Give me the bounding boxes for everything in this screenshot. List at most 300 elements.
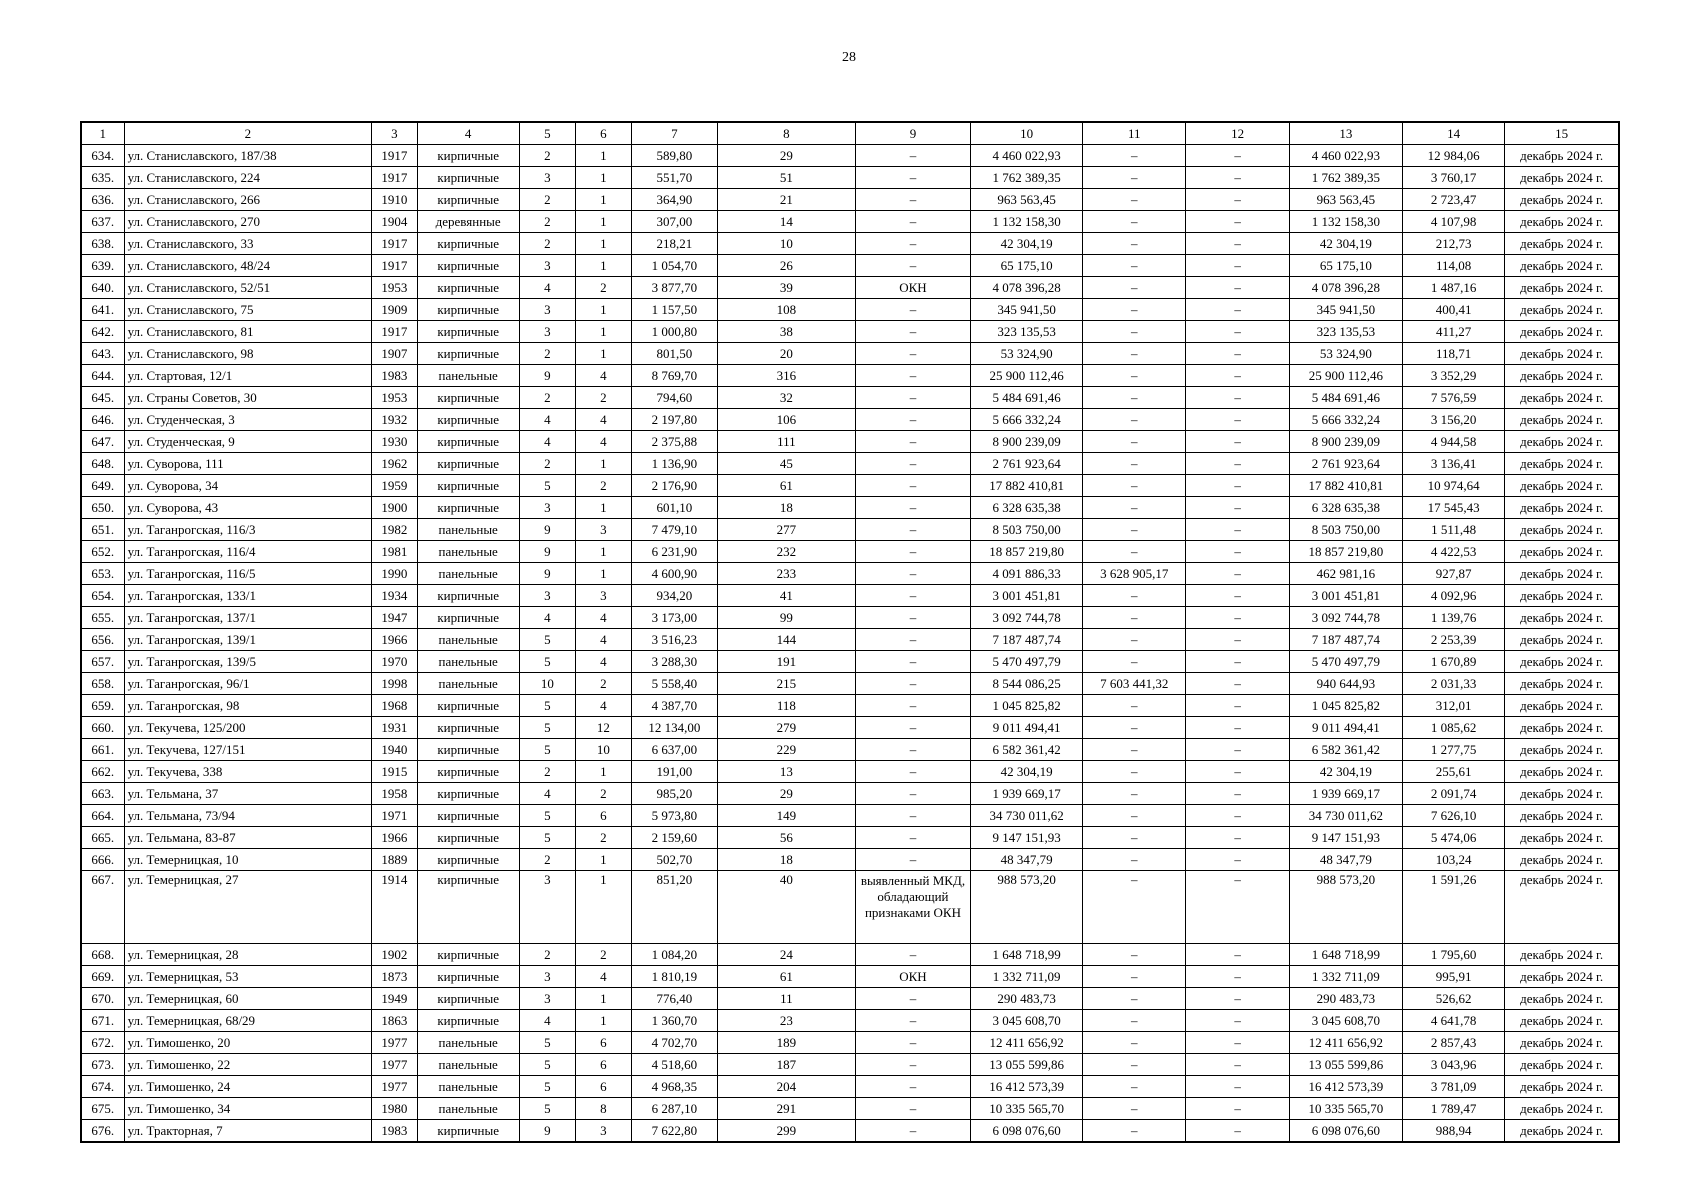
- cell-row-number: 668.: [81, 944, 124, 966]
- cell-address: ул. Станиславского, 52/51: [124, 277, 372, 299]
- cell-residents: 61: [717, 966, 855, 988]
- cell-floors: 2: [519, 453, 575, 475]
- cell-cost-total: 8 544 086,25: [971, 673, 1083, 695]
- cell-entrances: 1: [575, 871, 631, 944]
- cell-floors: 2: [519, 145, 575, 167]
- cell-deadline: декабрь 2024 г.: [1505, 453, 1619, 475]
- cell-cost-per-sqm: 4 422,53: [1402, 541, 1504, 563]
- cell-floors: 9: [519, 1120, 575, 1143]
- cell-residents: 40: [717, 871, 855, 944]
- cell-year-built: 1982: [372, 519, 417, 541]
- cell-cost-col-13: 6 328 635,38: [1289, 497, 1402, 519]
- cell-entrances: 2: [575, 827, 631, 849]
- cell-row-number: 634.: [81, 145, 124, 167]
- cell-area: 5 558,40: [631, 673, 717, 695]
- cell-cost-total: 1 648 718,99: [971, 944, 1083, 966]
- cell-heritage-status: –: [855, 409, 970, 431]
- cell-cost-per-sqm: 312,01: [1402, 695, 1504, 717]
- cell-cost-per-sqm: 3 043,96: [1402, 1054, 1504, 1076]
- cell-floors: 9: [519, 563, 575, 585]
- cell-heritage-status: –: [855, 519, 970, 541]
- cell-cost-col-13: 290 483,73: [1289, 988, 1402, 1010]
- table-row: [81, 1010, 1619, 1032]
- cell-year-built: 1917: [372, 321, 417, 343]
- cell-floors: 3: [519, 321, 575, 343]
- cell-wall-material: панельные: [417, 1032, 519, 1054]
- cell-area: 5 973,80: [631, 805, 717, 827]
- cell-cost-total: 3 045 608,70: [971, 1010, 1083, 1032]
- cell-cost-total: 290 483,73: [971, 988, 1083, 1010]
- cell-residents: 26: [717, 255, 855, 277]
- cell-cost-total: 2 761 923,64: [971, 453, 1083, 475]
- cell-wall-material: кирпичные: [417, 783, 519, 805]
- cell-year-built: 1959: [372, 475, 417, 497]
- cell-cost-total: 4 078 396,28: [971, 277, 1083, 299]
- cell-heritage-status: –: [855, 1098, 970, 1120]
- table-row: [81, 1120, 1619, 1143]
- cell-area: 1 084,20: [631, 944, 717, 966]
- cell-cost-col-11: –: [1083, 365, 1186, 387]
- cell-entrances: 1: [575, 453, 631, 475]
- cell-area: 3 288,30: [631, 651, 717, 673]
- cell-floors: 5: [519, 475, 575, 497]
- cell-row-number: 637.: [81, 211, 124, 233]
- cell-cost-col-11: –: [1083, 1054, 1186, 1076]
- cell-area: 364,90: [631, 189, 717, 211]
- cell-cost-per-sqm: 2 091,74: [1402, 783, 1504, 805]
- cell-floors: 4: [519, 431, 575, 453]
- cell-wall-material: кирпичные: [417, 145, 519, 167]
- cell-heritage-status: выявленный МКД, обладающий признаками ОКН: [855, 871, 970, 944]
- cell-cost-col-12: –: [1186, 695, 1289, 717]
- cell-row-number: 651.: [81, 519, 124, 541]
- cell-heritage-status: –: [855, 944, 970, 966]
- cell-area: 551,70: [631, 167, 717, 189]
- column-header-5: 5: [519, 122, 575, 145]
- cell-residents: 41: [717, 585, 855, 607]
- cell-cost-col-13: 345 941,50: [1289, 299, 1402, 321]
- cell-cost-per-sqm: 3 781,09: [1402, 1076, 1504, 1098]
- cell-cost-col-11: –: [1083, 585, 1186, 607]
- cell-cost-col-12: –: [1186, 167, 1289, 189]
- cell-row-number: 655.: [81, 607, 124, 629]
- cell-cost-col-13: 8 900 239,09: [1289, 431, 1402, 453]
- cell-cost-col-11: –: [1083, 944, 1186, 966]
- cell-residents: 279: [717, 717, 855, 739]
- cell-heritage-status: –: [855, 233, 970, 255]
- cell-entrances: 1: [575, 849, 631, 871]
- cell-floors: 3: [519, 966, 575, 988]
- cell-cost-total: 25 900 112,46: [971, 365, 1083, 387]
- cell-cost-per-sqm: 7 626,10: [1402, 805, 1504, 827]
- cell-cost-total: 17 882 410,81: [971, 475, 1083, 497]
- cell-entrances: 6: [575, 805, 631, 827]
- cell-cost-per-sqm: 255,61: [1402, 761, 1504, 783]
- cell-wall-material: кирпичные: [417, 277, 519, 299]
- cell-entrances: 1: [575, 541, 631, 563]
- cell-deadline: декабрь 2024 г.: [1505, 1120, 1619, 1143]
- cell-address: ул. Станиславского, 48/24: [124, 255, 372, 277]
- table-row: [81, 827, 1619, 849]
- cell-cost-col-11: –: [1083, 475, 1186, 497]
- cell-wall-material: панельные: [417, 519, 519, 541]
- cell-heritage-status: –: [855, 717, 970, 739]
- cell-cost-per-sqm: 118,71: [1402, 343, 1504, 365]
- page-number: 28: [842, 50, 856, 65]
- cell-address: ул. Тельмана, 37: [124, 783, 372, 805]
- cell-floors: 5: [519, 1032, 575, 1054]
- cell-floors: 4: [519, 409, 575, 431]
- table-row: [81, 409, 1619, 431]
- cell-entrances: 6: [575, 1032, 631, 1054]
- cell-year-built: 1981: [372, 541, 417, 563]
- cell-row-number: 674.: [81, 1076, 124, 1098]
- cell-area: 1 810,19: [631, 966, 717, 988]
- cell-area: 3 877,70: [631, 277, 717, 299]
- cell-residents: 232: [717, 541, 855, 563]
- cell-heritage-status: –: [855, 651, 970, 673]
- cell-cost-col-13: 1 939 669,17: [1289, 783, 1402, 805]
- table-row: [81, 651, 1619, 673]
- cell-residents: 118: [717, 695, 855, 717]
- cell-residents: 277: [717, 519, 855, 541]
- cell-address: ул. Таганрогская, 98: [124, 695, 372, 717]
- cell-residents: 229: [717, 739, 855, 761]
- table-row: [81, 607, 1619, 629]
- cell-floors: 9: [519, 365, 575, 387]
- cell-wall-material: кирпичные: [417, 695, 519, 717]
- cell-cost-col-12: –: [1186, 431, 1289, 453]
- cell-address: ул. Таганрогская, 116/4: [124, 541, 372, 563]
- cell-cost-per-sqm: 4 092,96: [1402, 585, 1504, 607]
- cell-deadline: декабрь 2024 г.: [1505, 365, 1619, 387]
- cell-cost-col-12: –: [1186, 365, 1289, 387]
- cell-heritage-status: –: [855, 343, 970, 365]
- cell-row-number: 640.: [81, 277, 124, 299]
- table-row: [81, 519, 1619, 541]
- cell-wall-material: кирпичные: [417, 453, 519, 475]
- cell-cost-col-12: –: [1186, 607, 1289, 629]
- cell-cost-total: 1 762 389,35: [971, 167, 1083, 189]
- cell-cost-col-13: 16 412 573,39: [1289, 1076, 1402, 1098]
- cell-deadline: декабрь 2024 г.: [1505, 167, 1619, 189]
- column-header-14: 14: [1402, 122, 1504, 145]
- column-header-3: 3: [372, 122, 417, 145]
- cell-wall-material: кирпичные: [417, 849, 519, 871]
- cell-deadline: декабрь 2024 г.: [1505, 739, 1619, 761]
- cell-wall-material: панельные: [417, 629, 519, 651]
- cell-year-built: 1917: [372, 233, 417, 255]
- table-row: [81, 475, 1619, 497]
- cell-deadline: декабрь 2024 г.: [1505, 805, 1619, 827]
- cell-cost-col-12: –: [1186, 827, 1289, 849]
- table-row: [81, 277, 1619, 299]
- cell-cost-col-11: –: [1083, 827, 1186, 849]
- cell-cost-per-sqm: 4 641,78: [1402, 1010, 1504, 1032]
- cell-cost-total: 7 187 487,74: [971, 629, 1083, 651]
- cell-address: ул. Станиславского, 266: [124, 189, 372, 211]
- cell-address: ул. Таганрогская, 116/5: [124, 563, 372, 585]
- cell-cost-col-11: –: [1083, 871, 1186, 944]
- cell-entrances: 10: [575, 739, 631, 761]
- cell-residents: 56: [717, 827, 855, 849]
- cell-wall-material: кирпичные: [417, 387, 519, 409]
- cell-cost-col-13: 963 563,45: [1289, 189, 1402, 211]
- cell-cost-col-11: –: [1083, 783, 1186, 805]
- cell-area: 191,00: [631, 761, 717, 783]
- cell-cost-total: 5 484 691,46: [971, 387, 1083, 409]
- cell-entrances: 6: [575, 1076, 631, 1098]
- column-header-11: 11: [1083, 122, 1186, 145]
- cell-row-number: 646.: [81, 409, 124, 431]
- cell-floors: 5: [519, 827, 575, 849]
- cell-cost-col-13: 6 582 361,42: [1289, 739, 1402, 761]
- table-row: [81, 695, 1619, 717]
- cell-cost-col-11: –: [1083, 761, 1186, 783]
- cell-address: ул. Текучева, 338: [124, 761, 372, 783]
- cell-row-number: 659.: [81, 695, 124, 717]
- cell-row-number: 636.: [81, 189, 124, 211]
- cell-deadline: декабрь 2024 г.: [1505, 629, 1619, 651]
- cell-row-number: 650.: [81, 497, 124, 519]
- cell-address: ул. Таганрогская, 116/3: [124, 519, 372, 541]
- cell-deadline: декабрь 2024 г.: [1505, 387, 1619, 409]
- cell-wall-material: кирпичные: [417, 255, 519, 277]
- cell-heritage-status: –: [855, 1032, 970, 1054]
- table-row: [81, 966, 1619, 988]
- table-row: [81, 739, 1619, 761]
- cell-cost-col-11: –: [1083, 233, 1186, 255]
- cell-floors: 3: [519, 255, 575, 277]
- cell-row-number: 639.: [81, 255, 124, 277]
- cell-cost-per-sqm: 2 031,33: [1402, 673, 1504, 695]
- cell-row-number: 672.: [81, 1032, 124, 1054]
- cell-row-number: 649.: [81, 475, 124, 497]
- cell-entrances: 1: [575, 563, 631, 585]
- cell-area: 4 518,60: [631, 1054, 717, 1076]
- cell-address: ул. Тимошенко, 20: [124, 1032, 372, 1054]
- cell-residents: 20: [717, 343, 855, 365]
- cell-floors: 2: [519, 387, 575, 409]
- cell-cost-per-sqm: 103,24: [1402, 849, 1504, 871]
- cell-entrances: 1: [575, 233, 631, 255]
- cell-deadline: декабрь 2024 г.: [1505, 321, 1619, 343]
- cell-deadline: декабрь 2024 г.: [1505, 519, 1619, 541]
- cell-cost-per-sqm: 3 156,20: [1402, 409, 1504, 431]
- cell-cost-per-sqm: 12 984,06: [1402, 145, 1504, 167]
- cell-entrances: 6: [575, 1054, 631, 1076]
- cell-address: ул. Стартовая, 12/1: [124, 365, 372, 387]
- cell-deadline: декабрь 2024 г.: [1505, 211, 1619, 233]
- cell-year-built: 1917: [372, 167, 417, 189]
- cell-wall-material: панельные: [417, 1076, 519, 1098]
- cell-cost-col-11: –: [1083, 519, 1186, 541]
- cell-cost-per-sqm: 1 085,62: [1402, 717, 1504, 739]
- cell-deadline: декабрь 2024 г.: [1505, 871, 1619, 944]
- cell-area: 6 637,00: [631, 739, 717, 761]
- cell-cost-col-13: 42 304,19: [1289, 761, 1402, 783]
- cell-heritage-status: –: [855, 365, 970, 387]
- cell-cost-col-13: 6 098 076,60: [1289, 1120, 1402, 1143]
- cell-row-number: 658.: [81, 673, 124, 695]
- cell-row-number: 643.: [81, 343, 124, 365]
- cell-residents: 149: [717, 805, 855, 827]
- cell-wall-material: деревянные: [417, 211, 519, 233]
- cell-residents: 18: [717, 849, 855, 871]
- cell-cost-total: 12 411 656,92: [971, 1032, 1083, 1054]
- cell-year-built: 1904: [372, 211, 417, 233]
- cell-cost-col-11: –: [1083, 849, 1186, 871]
- cell-deadline: декабрь 2024 г.: [1505, 431, 1619, 453]
- cell-year-built: 1934: [372, 585, 417, 607]
- cell-row-number: 669.: [81, 966, 124, 988]
- cell-wall-material: кирпичные: [417, 233, 519, 255]
- cell-residents: 99: [717, 607, 855, 629]
- cell-address: ул. Темерницкая, 60: [124, 988, 372, 1010]
- cell-floors: 4: [519, 277, 575, 299]
- cell-cost-col-13: 5 470 497,79: [1289, 651, 1402, 673]
- cell-heritage-status: –: [855, 497, 970, 519]
- cell-entrances: 12: [575, 717, 631, 739]
- cell-cost-col-11: –: [1083, 211, 1186, 233]
- table-row: [81, 299, 1619, 321]
- cell-row-number: 671.: [81, 1010, 124, 1032]
- cell-entrances: 4: [575, 607, 631, 629]
- cell-area: 6 231,90: [631, 541, 717, 563]
- cell-cost-col-12: –: [1186, 563, 1289, 585]
- cell-cost-col-13: 3 092 744,78: [1289, 607, 1402, 629]
- cell-cost-col-13: 1 648 718,99: [1289, 944, 1402, 966]
- cell-cost-col-12: –: [1186, 871, 1289, 944]
- cell-residents: 39: [717, 277, 855, 299]
- cell-wall-material: кирпичные: [417, 167, 519, 189]
- cell-row-number: 673.: [81, 1054, 124, 1076]
- cell-residents: 106: [717, 409, 855, 431]
- cell-deadline: декабрь 2024 г.: [1505, 277, 1619, 299]
- cell-row-number: 675.: [81, 1098, 124, 1120]
- cell-floors: 2: [519, 343, 575, 365]
- table-row: [81, 1076, 1619, 1098]
- table-header-row: [81, 122, 1619, 145]
- cell-area: 7 622,80: [631, 1120, 717, 1143]
- cell-heritage-status: –: [855, 783, 970, 805]
- cell-cost-col-12: –: [1186, 988, 1289, 1010]
- cell-deadline: декабрь 2024 г.: [1505, 1098, 1619, 1120]
- cell-cost-per-sqm: 1 670,89: [1402, 651, 1504, 673]
- cell-cost-col-11: –: [1083, 651, 1186, 673]
- cell-area: 12 134,00: [631, 717, 717, 739]
- cell-cost-total: 8 900 239,09: [971, 431, 1083, 453]
- cell-entrances: 1: [575, 255, 631, 277]
- table-row: [81, 145, 1619, 167]
- cell-wall-material: панельные: [417, 365, 519, 387]
- cell-heritage-status: –: [855, 761, 970, 783]
- cell-row-number: 635.: [81, 167, 124, 189]
- cell-wall-material: кирпичные: [417, 1120, 519, 1143]
- cell-floors: 5: [519, 651, 575, 673]
- cell-area: 776,40: [631, 988, 717, 1010]
- cell-cost-col-12: –: [1186, 409, 1289, 431]
- cell-cost-total: 8 503 750,00: [971, 519, 1083, 541]
- cell-year-built: 1930: [372, 431, 417, 453]
- cell-cost-col-11: –: [1083, 387, 1186, 409]
- cell-wall-material: кирпичные: [417, 475, 519, 497]
- table-row: [81, 365, 1619, 387]
- cell-cost-per-sqm: 2 857,43: [1402, 1032, 1504, 1054]
- cell-floors: 2: [519, 944, 575, 966]
- cell-floors: 4: [519, 783, 575, 805]
- cell-cost-col-11: –: [1083, 695, 1186, 717]
- cell-cost-col-13: 988 573,20: [1289, 871, 1402, 944]
- cell-cost-col-11: –: [1083, 343, 1186, 365]
- cell-entrances: 4: [575, 629, 631, 651]
- cell-entrances: 1: [575, 299, 631, 321]
- cell-cost-per-sqm: 988,94: [1402, 1120, 1504, 1143]
- cell-entrances: 1: [575, 343, 631, 365]
- cell-cost-col-11: –: [1083, 1010, 1186, 1032]
- column-header-12: 12: [1186, 122, 1289, 145]
- column-header-8: 8: [717, 122, 855, 145]
- cell-deadline: декабрь 2024 г.: [1505, 988, 1619, 1010]
- cell-residents: 29: [717, 783, 855, 805]
- table-row: [81, 167, 1619, 189]
- cell-entrances: 2: [575, 673, 631, 695]
- cell-deadline: декабрь 2024 г.: [1505, 717, 1619, 739]
- cell-cost-per-sqm: 526,62: [1402, 988, 1504, 1010]
- cell-address: ул. Текучева, 125/200: [124, 717, 372, 739]
- cell-residents: 144: [717, 629, 855, 651]
- cell-cost-total: 1 939 669,17: [971, 783, 1083, 805]
- cell-entrances: 1: [575, 145, 631, 167]
- cell-year-built: 1940: [372, 739, 417, 761]
- cell-address: ул. Суворова, 111: [124, 453, 372, 475]
- cell-residents: 299: [717, 1120, 855, 1143]
- cell-cost-col-13: 9 147 151,93: [1289, 827, 1402, 849]
- cell-cost-col-13: 1 332 711,09: [1289, 966, 1402, 988]
- cell-cost-per-sqm: 2 253,39: [1402, 629, 1504, 651]
- cell-entrances: 2: [575, 475, 631, 497]
- cell-residents: 21: [717, 189, 855, 211]
- cell-cost-col-11: –: [1083, 1076, 1186, 1098]
- cell-cost-col-11: –: [1083, 629, 1186, 651]
- cell-address: ул. Станиславского, 187/38: [124, 145, 372, 167]
- cell-area: 601,10: [631, 497, 717, 519]
- cell-year-built: 1980: [372, 1098, 417, 1120]
- table-row: [81, 944, 1619, 966]
- cell-deadline: декабрь 2024 г.: [1505, 827, 1619, 849]
- cell-cost-col-11: –: [1083, 541, 1186, 563]
- cell-area: 1 054,70: [631, 255, 717, 277]
- cell-heritage-status: –: [855, 387, 970, 409]
- cell-cost-col-12: –: [1186, 1032, 1289, 1054]
- cell-cost-per-sqm: 1 277,75: [1402, 739, 1504, 761]
- cell-address: ул. Темерницкая, 10: [124, 849, 372, 871]
- cell-year-built: 1983: [372, 1120, 417, 1143]
- cell-residents: 204: [717, 1076, 855, 1098]
- cell-cost-total: 4 091 886,33: [971, 563, 1083, 585]
- cell-cost-per-sqm: 1 139,76: [1402, 607, 1504, 629]
- cell-address: ул. Тимошенко, 22: [124, 1054, 372, 1076]
- cell-row-number: 638.: [81, 233, 124, 255]
- cell-address: ул. Страны Советов, 30: [124, 387, 372, 409]
- cell-address: ул. Станиславского, 270: [124, 211, 372, 233]
- table-row: [81, 1098, 1619, 1120]
- cell-cost-per-sqm: 1 795,60: [1402, 944, 1504, 966]
- cell-address: ул. Станиславского, 224: [124, 167, 372, 189]
- cell-year-built: 1966: [372, 629, 417, 651]
- cell-cost-total: 42 304,19: [971, 233, 1083, 255]
- cell-wall-material: кирпичные: [417, 409, 519, 431]
